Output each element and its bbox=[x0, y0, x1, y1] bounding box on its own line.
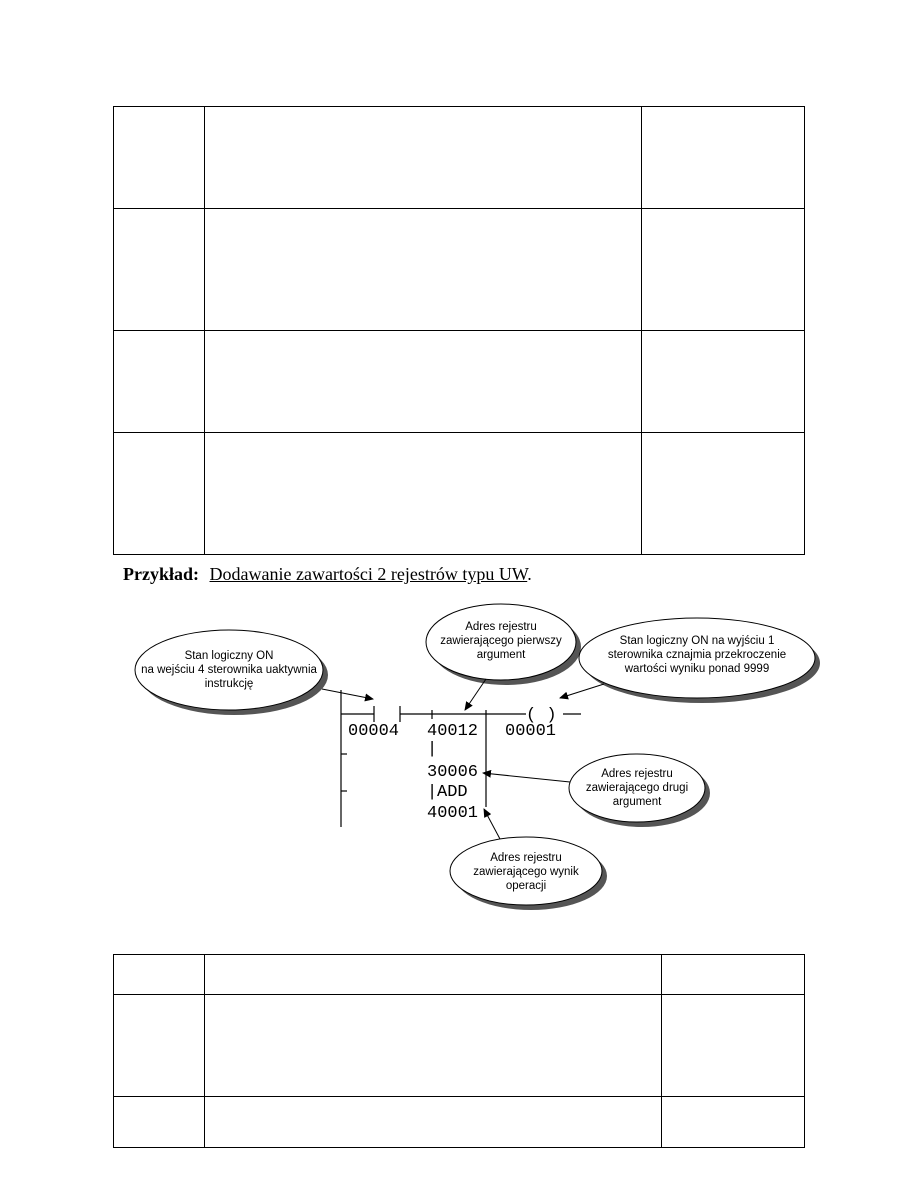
table-cell bbox=[662, 995, 805, 1097]
table-cell bbox=[204, 433, 641, 555]
callout-text: sterownika cznajmia przekroczenie bbox=[607, 649, 787, 661]
callout-arrow bbox=[560, 684, 604, 698]
coil-address: 00001 bbox=[505, 722, 557, 741]
callout-arrow bbox=[465, 679, 486, 710]
callout-text: Stan logiczny ON na wyjściu 1 bbox=[619, 635, 775, 647]
table-cell bbox=[204, 331, 641, 433]
callout-input-on bbox=[135, 630, 373, 715]
callout-first-argument bbox=[426, 604, 581, 710]
upper-table bbox=[113, 106, 805, 555]
table-row bbox=[114, 1097, 805, 1148]
callout-text: na wejściu 4 sterownika uaktywnia bbox=[141, 664, 317, 676]
table-cell bbox=[114, 107, 205, 209]
table-cell bbox=[114, 995, 205, 1097]
table-cell bbox=[204, 995, 661, 1097]
callout-arrow bbox=[322, 689, 373, 699]
callout-text: zawierającego wynik bbox=[473, 866, 579, 878]
table-cell bbox=[642, 107, 805, 209]
table-cell bbox=[114, 1097, 205, 1148]
table-cell bbox=[204, 107, 641, 209]
callout-output-on bbox=[560, 618, 820, 703]
function-bar: | bbox=[427, 783, 438, 802]
table-cell bbox=[642, 331, 805, 433]
table-row bbox=[114, 995, 805, 1097]
example-label: Przykład: bbox=[123, 564, 199, 584]
table-cell bbox=[114, 955, 205, 995]
table-cell bbox=[114, 433, 205, 555]
top-register-address: 40012 bbox=[427, 722, 479, 741]
top-register-bar: | bbox=[427, 740, 438, 759]
example-heading bbox=[123, 563, 532, 585]
bottom-register-address: 40001 bbox=[427, 804, 479, 823]
callout-arrow bbox=[484, 809, 500, 839]
callout-second-argument bbox=[483, 754, 710, 827]
callout-text: Stan logiczny ON bbox=[184, 650, 274, 662]
table-cell bbox=[642, 433, 805, 555]
table-row bbox=[114, 209, 805, 331]
lower-table bbox=[113, 954, 805, 1148]
middle-register-address: 30006 bbox=[427, 763, 479, 782]
table-cell bbox=[114, 331, 205, 433]
table-cell bbox=[204, 1097, 661, 1148]
callout-text: zawierającego drugi bbox=[585, 782, 689, 794]
table-row bbox=[114, 433, 805, 555]
callout-text: Adres rejestru bbox=[490, 852, 562, 864]
ladder-diagram bbox=[0, 595, 918, 925]
table-cell bbox=[114, 209, 205, 331]
table-row bbox=[114, 955, 805, 995]
example-title: Dodawanie zawartości 2 rejestrów typu UW bbox=[209, 564, 528, 584]
callout-result bbox=[450, 809, 607, 910]
callout-text: argument bbox=[612, 796, 662, 808]
function-name: ADD bbox=[437, 783, 468, 802]
contact-address: 00004 bbox=[348, 722, 400, 741]
callout-text: wartości wyniku ponad 9999 bbox=[624, 663, 770, 675]
callout-arrow bbox=[483, 773, 570, 782]
example-period: . bbox=[527, 564, 532, 584]
table-row bbox=[114, 331, 805, 433]
callout-text: zawierającego pierwszy bbox=[440, 635, 562, 647]
callout-text: Adres rejestru bbox=[465, 621, 537, 633]
callout-text: Adres rejestru bbox=[601, 768, 673, 780]
table-cell bbox=[642, 209, 805, 331]
callout-text: operacji bbox=[505, 880, 547, 892]
callout-text: instrukcję bbox=[204, 678, 254, 690]
callout-text: argument bbox=[476, 649, 526, 661]
table-cell bbox=[662, 955, 805, 995]
table-cell bbox=[204, 955, 661, 995]
table-cell bbox=[662, 1097, 805, 1148]
table-row bbox=[114, 107, 805, 209]
coil-symbol: ( ) bbox=[526, 706, 557, 725]
table-cell bbox=[204, 209, 641, 331]
